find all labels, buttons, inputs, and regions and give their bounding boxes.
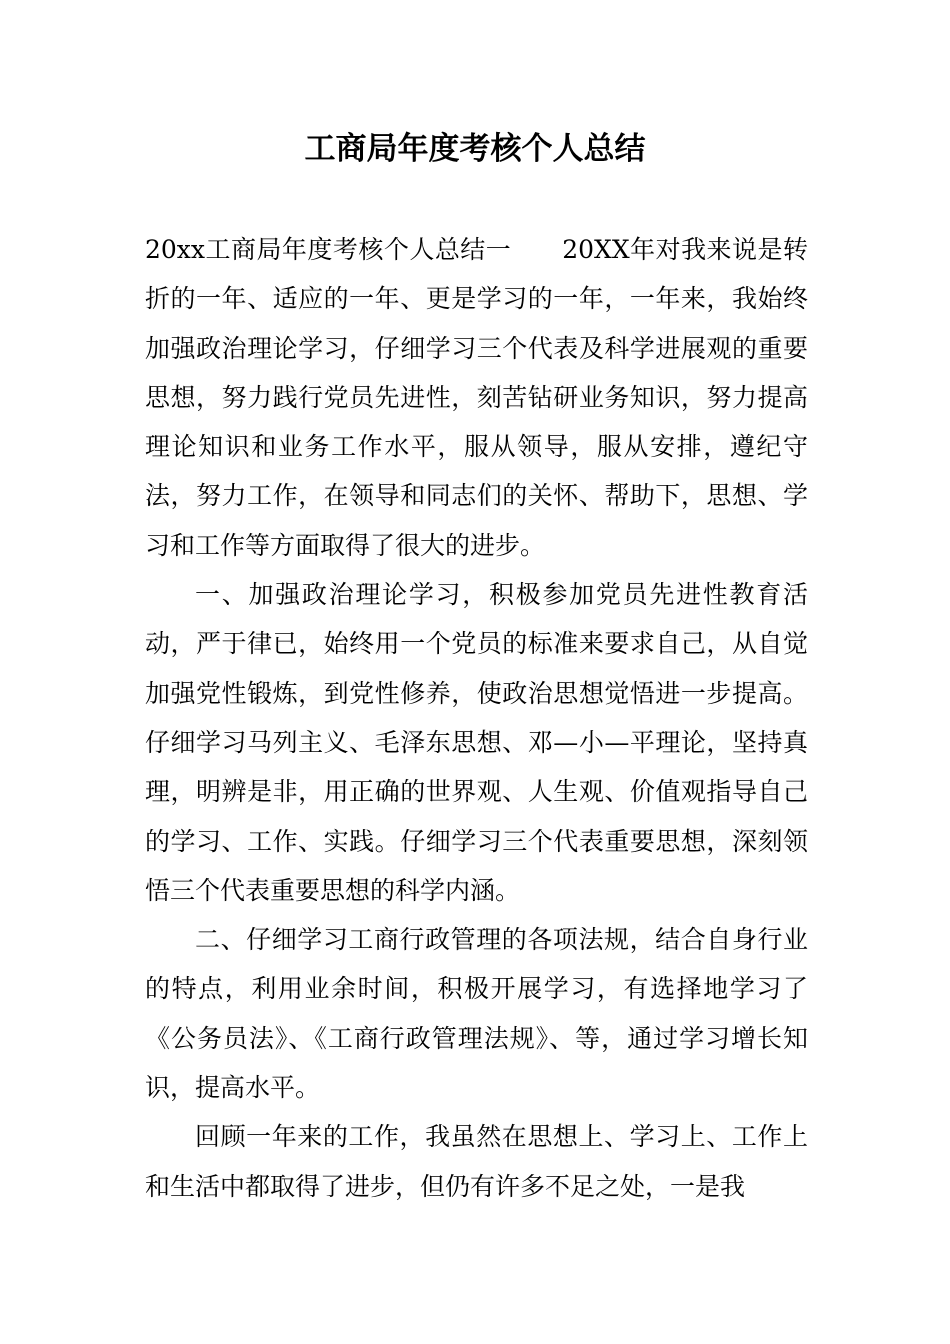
document-title: 工商局年度考核个人总结	[304, 131, 646, 167]
document-body	[145, 225, 808, 1211]
paragraph-section-one: 一、加强政治理论学习，积极参加党员先进性教育活动，严于律已，始终用一个党员的标准来要求自己，从自觉加强党性锻炼，到党性修养，使政治思想觉悟进一步提高。仔细学习马列主义、毛泽东思想、邓—小—平理论，坚持真理，明辨是非，用正确的世界观、人生观、价值观指导自己的学习、工作、实践。仔细学习三个代表重要思想，深刻领悟三个代表重要思想的科学内涵。	[145, 580, 808, 905]
paragraph-review: 回顾一年来的工作，我虽然在思想上、学习上、工作上和生活中都取得了进步，但仍有许多不足之处，一是我	[145, 1122, 808, 1201]
paragraph-section-two: 二、仔细学习工商行政管理的各项法规，结合自身行业的特点，利用业余时间，积极开展学习，有选择地学习了《公务员法》、《工商行政管理法规》、等，通过学习增长知识，提高水平。	[145, 925, 808, 1103]
paragraph-intro: 20xx工商局年度考核个人总结一 20XX年对我来说是转折的一年、适应的一年、更是学习的一年，一年来，我始终加强政治理论学习，仔细学习三个代表及科学进展观的重要思想，努力践行党员先进性，刻苦钻研业务知识，努力提高理论知识和业务工作水平，服从领导，服从安排，遵纪守法，努力工作，在领导和同志们的关怀、帮助下，思想、学习和工作等方面取得了很大的进步。	[145, 235, 808, 560]
